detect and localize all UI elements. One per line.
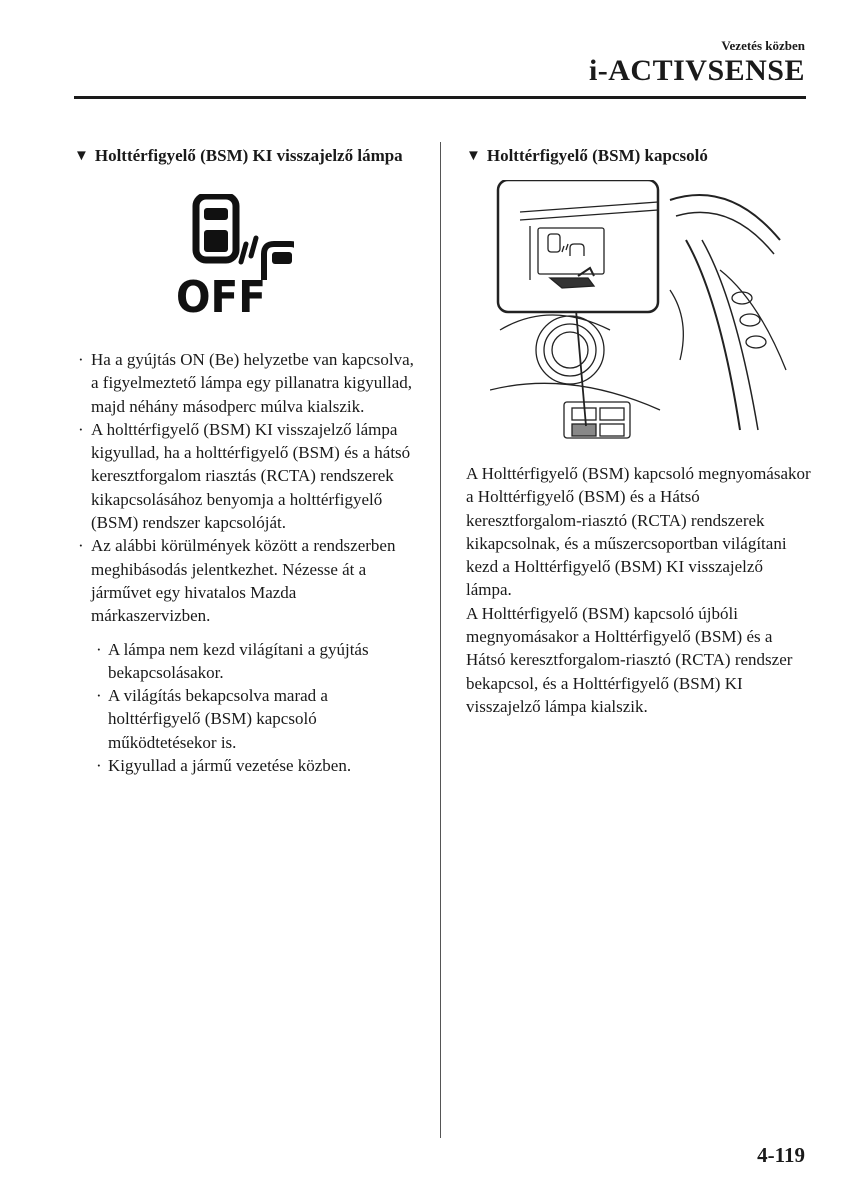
bsm-off-indicator-icon [174,194,294,314]
heading-triangle-icon: ▼ [74,148,89,164]
list-item: · Az alábbi körülmények között a rendszerben meghibásodás jelentkezhet. Nézesse át a járművet egy hivatalos Mazda márkaszervizben. [78,536,396,626]
off-label: OFF [176,272,266,314]
right-column [466,144,811,718]
page-number: 4-119 [757,1143,805,1167]
list-item: · A lámpa nem kezd világítani a gyújtás bekapcsolásakor. [96,639,369,682]
list-item: · Kigyullad a jármű vezetése közben. [96,756,352,776]
list-item: · A holttérfigyelő (BSM) KI visszajelző lámpa kigyullad, ha a holttérfigyelő (BSM) és a hátsó keresztforgalom riasztás (RCTA) rendszerek kikapcsolásához benyomja a holttérfigyelő (BSM) rendszer kapcsolóját. [78,419,411,533]
bsm-switch-heading [466,144,811,168]
malfunction-sub-list [74,638,419,778]
column-divider [440,142,441,1138]
list-item: · A világítás bekapcsolva marad a holttérfigyelő (BSM) kapcsoló működtetésekor is. [96,686,328,752]
paragraph: A Holttérfigyelő (BSM) kapcsoló újbóli megnyomásakor a Holttérfigyelő (BSM) és a Hátsó keresztforgalom-riasztó (RCTA) rendszer bekapcsol, és a Holttérfigyelő (BSM) KI visszajelző lámpa kialszik. [466,603,793,716]
heading-text: Holttérfigyelő (BSM) KI visszajelző lámpa [94,146,403,165]
left-column [74,144,419,777]
section-title: i-ACTIVSENSE [588,54,805,87]
switch-description [466,462,811,718]
paragraph: A Holttérfigyelő (BSM) kapcsoló megnyomásakor a Holttérfigyelő (BSM) és a Hátsó keresztforgalom-riasztó (RCTA) rendszerek kikapcsolnak, és a műszercsoportban világítani kezd a Holttérfigyelő (BSM) KI visszajelző lámpa. [466,464,811,600]
bsm-off-lamp-heading [74,144,419,168]
lamp-bullet-list [74,348,419,777]
chapter-title: Vezetés közben [721,38,805,53]
bsm-switch-illustration [490,180,788,446]
list-item: · Ha a gyújtás ON (Be) helyzetbe van kapcsolva, a figyelmeztető lámpa egy pillanatra kigyullad, majd néhány másodperc múlva kialszik. [78,350,414,416]
header-rule [74,96,806,99]
heading-triangle-icon: ▼ [466,148,481,164]
heading-text: Holttérfigyelő (BSM) kapcsoló [486,146,708,165]
